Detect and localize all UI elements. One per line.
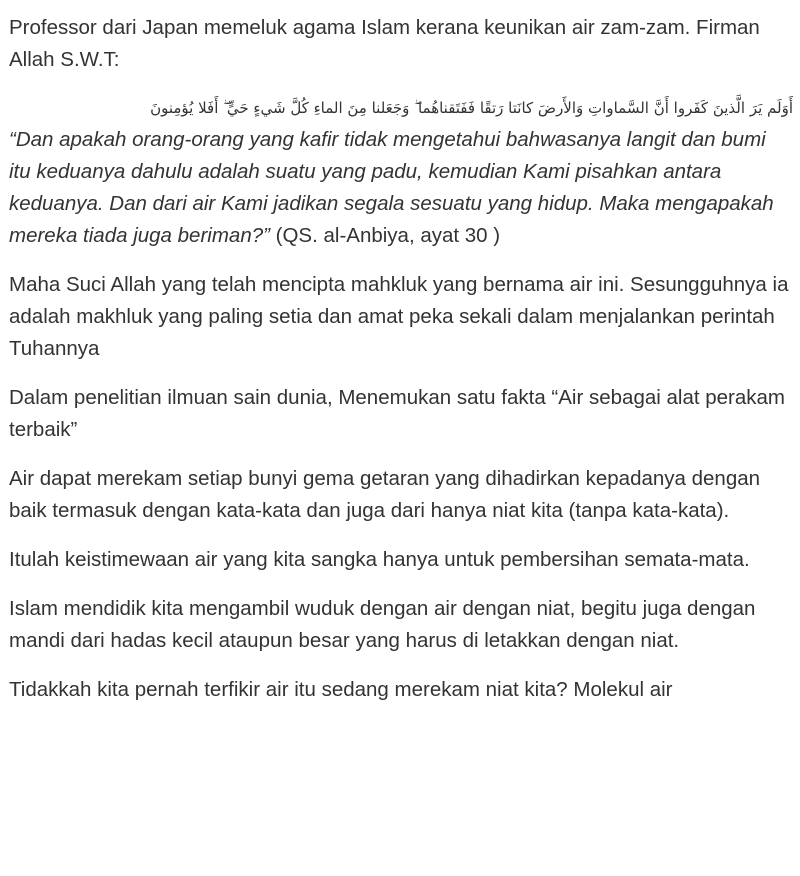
paragraph-wuduk: Islam mendidik kita mengambil wuduk dengan air dengan niat, begitu juga dengan mandi dari hadas kecil ataupun besar yang harus di letakkan dengan niat. — [9, 597, 756, 652]
verse-translation-paragraph — [9, 124, 793, 252]
verse-translation: “Dan apakah orang-orang yang kafir tidak mengetahui bahwasanya langit dan bumi itu keduanya dahulu adalah suatu yang padu, kemudian Kami pisahkan antara keduanya. Dan dari air Kami jadikan segala sesuatu yang hidup. Maka mengapakah mereka tiada juga beriman?” — [9, 128, 774, 247]
verse-reference: (QS. al-Anbiya, ayat 30 ) — [269, 224, 501, 247]
paragraph-maha-suci: Maha Suci Allah yang telah mencipta mahkluk yang bernama air ini. Sesungguhnya ia adalah makhluk yang paling setia dan amat peka sekali dalam menjalankan perintah Tuhannya — [9, 273, 789, 360]
paragraph-keistimewaan: Itulah keistimewaan air yang kita sangka hanya untuk pembersihan semata-mata. — [9, 548, 750, 571]
article-body — [9, 12, 793, 723]
verse-block — [9, 93, 793, 252]
paragraph-molekul: Tidakkah kita pernah terfikir air itu sedang merekam niat kita? Molekul air — [9, 678, 673, 701]
paragraph-penelitian: Dalam penelitian ilmuan sain dunia, Menemukan satu fakta “Air sebagai alat perakam terbaik” — [9, 386, 786, 441]
intro-paragraph: Professor dari Japan memeluk agama Islam kerana keunikan air zam-zam. Firman Allah S.W.T: — [9, 16, 760, 71]
paragraph-merekam: Air dapat merekam setiap bunyi gema getaran yang dihadirkan kepadanya dengan baik termasuk dengan kata-kata dan juga dari hanya niat kita (tanpa kata-kata). — [9, 467, 761, 522]
verse-arabic-text: أَوَلَم يَرَ الَّذينَ كَفَروا أَنَّ السَّماواتِ وَالأَرضَ كانَتا رَتقًا فَفَتَقناهُما ۖ وَجَعَلنا مِنَ الماءِ كُلَّ شَيءٍ حَيٍّ ۖ أَفَلا يُؤمِنونَ — [150, 99, 793, 117]
